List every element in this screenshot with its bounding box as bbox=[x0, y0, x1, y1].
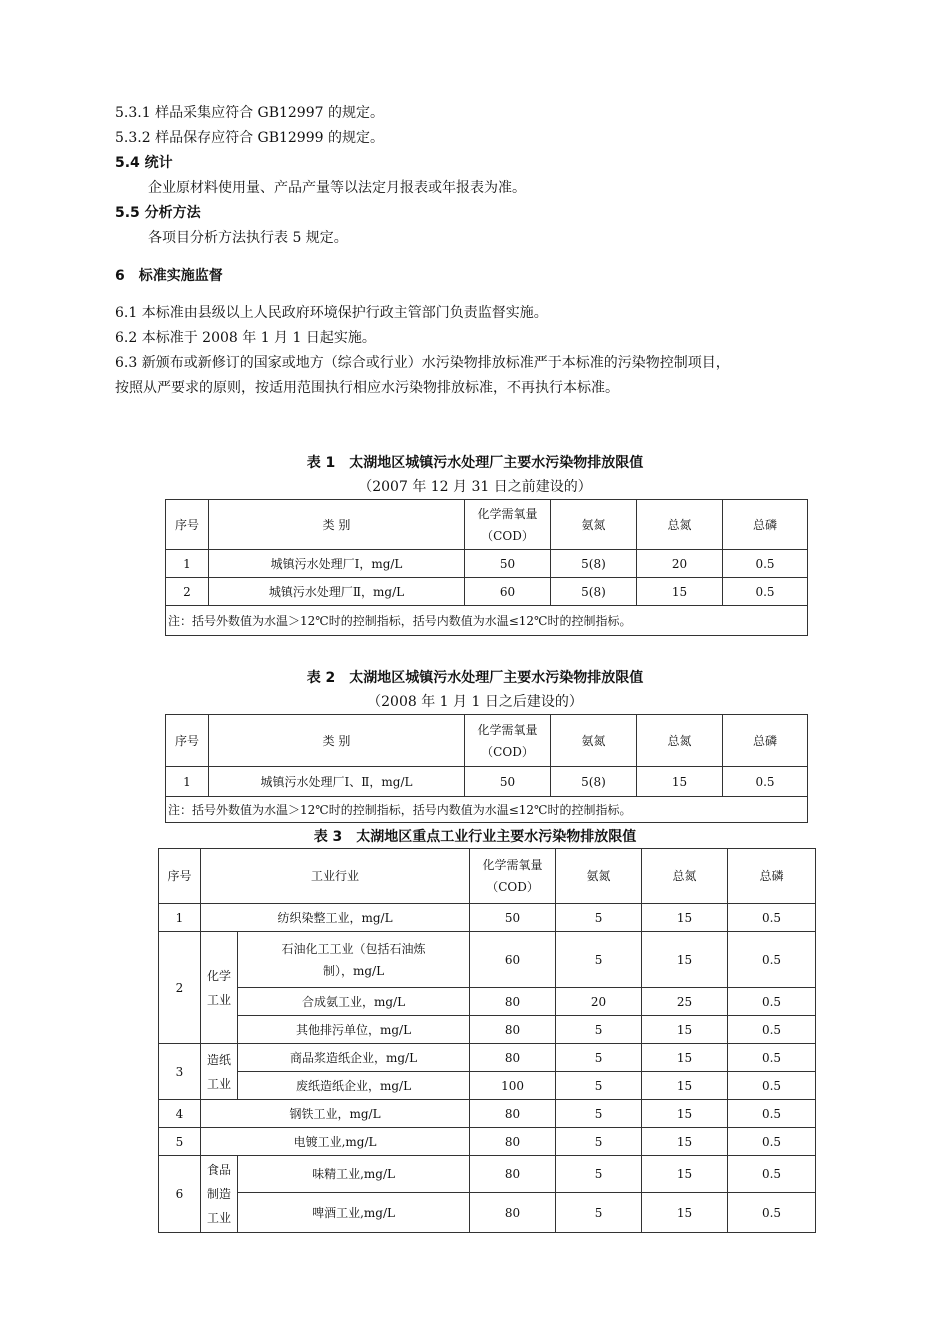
table-row bbox=[159, 1072, 816, 1100]
table-note-row bbox=[166, 797, 808, 823]
cell-tn: 15 bbox=[642, 932, 728, 988]
cell-tp: 0.5 bbox=[728, 1016, 816, 1044]
group-food bbox=[201, 1156, 238, 1233]
cell-tp: 0.5 bbox=[723, 578, 808, 606]
cell-seq: 1 bbox=[166, 550, 209, 578]
header-ammonia: 氨氮 bbox=[556, 849, 642, 904]
header-cod bbox=[465, 500, 551, 550]
cell-tp: 0.5 bbox=[728, 932, 816, 988]
header-category: 类 别 bbox=[209, 715, 465, 767]
cell-name: 城镇污水处理厂Ⅱ，mg/L bbox=[209, 578, 465, 606]
cell-cod: 80 bbox=[470, 1044, 556, 1072]
cell-seq: 1 bbox=[159, 904, 201, 932]
cell-ammonia: 5 bbox=[556, 1193, 642, 1233]
cell-cod: 50 bbox=[470, 904, 556, 932]
clause-6-3-line2: 按照从严要求的原则，按适用范围执行相应水污染物排放标准，不再执行本标准。 bbox=[115, 380, 619, 396]
cell-tn: 15 bbox=[642, 1016, 728, 1044]
table-row bbox=[159, 1044, 816, 1072]
section-heading-5-5: 5.5 分析方法 bbox=[115, 205, 201, 221]
cell-tn: 15 bbox=[642, 1193, 728, 1233]
cell-name: 废纸造纸企业，mg/L bbox=[238, 1072, 470, 1100]
header-cod-line1: 化学需氧量 bbox=[482, 858, 543, 872]
table1-title: 表 1 太湖地区城镇污水处理厂主要水污染物排放限值 bbox=[306, 455, 644, 471]
cell-name: 合成氨工业，mg/L bbox=[238, 988, 470, 1016]
table-row bbox=[166, 550, 808, 578]
table2-note: 注：括号外数值为水温＞12℃时的控制指标，括号内数值为水温≤12℃时的控制指标。 bbox=[166, 797, 808, 823]
header-seq: 序号 bbox=[166, 715, 209, 767]
table1-subtitle: （2007 年 12 月 31 日之前建设的） bbox=[358, 479, 592, 495]
cell-tp: 0.5 bbox=[728, 1193, 816, 1233]
header-tp: 总磷 bbox=[728, 849, 816, 904]
cell-name: 商品浆造纸企业，mg/L bbox=[238, 1044, 470, 1072]
cell-ammonia: 5 bbox=[556, 1072, 642, 1100]
cell-name: 城镇污水处理厂Ⅰ，mg/L bbox=[209, 550, 465, 578]
cell-tp: 0.5 bbox=[728, 988, 816, 1016]
cell-seq: 2 bbox=[166, 578, 209, 606]
group-paper bbox=[201, 1044, 238, 1100]
section-heading-5-4: 5.4 统计 bbox=[115, 155, 173, 171]
clause-6-3-line1: 6.3 新颁布或新修订的国家或地方（综合或行业）水污染物排放标准严于本标准的污染物控制项目， bbox=[115, 355, 730, 371]
header-seq: 序号 bbox=[166, 500, 209, 550]
cell-ammonia: 5 bbox=[556, 1016, 642, 1044]
table-row bbox=[159, 1016, 816, 1044]
table-row bbox=[166, 767, 808, 797]
cell-seq: 2 bbox=[159, 932, 201, 1044]
header-cod-line2: （COD） bbox=[486, 880, 539, 894]
table1 bbox=[165, 499, 808, 636]
cell-name: 其他排污单位，mg/L bbox=[238, 1016, 470, 1044]
section-5-4-body: 企业原材料使用量、产品产量等以法定月报表或年报表为准。 bbox=[148, 180, 526, 196]
header-tp: 总磷 bbox=[723, 500, 808, 550]
cell-name: 电镀工业,mg/L bbox=[201, 1128, 470, 1156]
header-seq: 序号 bbox=[159, 849, 201, 904]
cell-cod: 80 bbox=[470, 1016, 556, 1044]
cell-tn: 20 bbox=[637, 550, 723, 578]
cell-ammonia: 20 bbox=[556, 988, 642, 1016]
header-cod-line2: （COD） bbox=[481, 528, 534, 543]
cell-name: 纺织染整工业，mg/L bbox=[201, 904, 470, 932]
cell-tn: 15 bbox=[642, 1128, 728, 1156]
group-chemical-line2: 工业 bbox=[206, 992, 231, 1007]
header-cod bbox=[470, 849, 556, 904]
table-row bbox=[159, 988, 816, 1016]
table-row bbox=[166, 578, 808, 606]
table3 bbox=[158, 848, 816, 1233]
cell-cod: 50 bbox=[465, 767, 551, 797]
table-row bbox=[159, 904, 816, 932]
cell-ammonia: 5 bbox=[556, 1156, 642, 1193]
header-tn: 总氮 bbox=[637, 500, 723, 550]
cell-tn: 15 bbox=[642, 1044, 728, 1072]
clause-5-3-2: 5.3.2 样品保存应符合 GB12999 的规定。 bbox=[115, 130, 384, 146]
header-tn: 总氮 bbox=[642, 849, 728, 904]
cell-tp: 0.5 bbox=[728, 1128, 816, 1156]
table-row bbox=[159, 1128, 816, 1156]
section-heading-6: 6 标准实施监督 bbox=[115, 268, 223, 284]
table-header-row bbox=[159, 849, 816, 904]
cell-cod: 80 bbox=[470, 1156, 556, 1193]
cell-seq: 1 bbox=[166, 767, 209, 797]
header-cod-line1: 化学需氧量 bbox=[477, 506, 538, 521]
cell-name bbox=[238, 932, 470, 988]
cell-tn: 15 bbox=[642, 904, 728, 932]
header-category: 类 别 bbox=[209, 500, 465, 550]
cell-seq: 3 bbox=[159, 1044, 201, 1100]
cell-tp: 0.5 bbox=[728, 1072, 816, 1100]
header-tp: 总磷 bbox=[723, 715, 808, 767]
group-paper-line1: 造纸 bbox=[206, 1052, 231, 1067]
table2 bbox=[165, 714, 808, 823]
table-note-row bbox=[166, 606, 808, 636]
cell-tn: 15 bbox=[637, 578, 723, 606]
cell-name-line1: 石油化工工业（包括石油炼 bbox=[281, 941, 426, 956]
table2-title: 表 2 太湖地区城镇污水处理厂主要水污染物排放限值 bbox=[306, 670, 644, 686]
cell-tp: 0.5 bbox=[728, 1100, 816, 1128]
group-food-line3: 工业 bbox=[206, 1211, 231, 1225]
group-chemical-line1: 化学 bbox=[206, 968, 231, 983]
cell-tn: 15 bbox=[637, 767, 723, 797]
group-chemical bbox=[201, 932, 238, 1044]
header-cod-line2: （COD） bbox=[481, 744, 534, 759]
header-cod-line1: 化学需氧量 bbox=[477, 722, 538, 737]
group-paper-line2: 工业 bbox=[206, 1076, 231, 1091]
cell-cod: 80 bbox=[470, 1193, 556, 1233]
table1-note: 注：括号外数值为水温＞12℃时的控制指标，括号内数值为水温≤12℃时的控制指标。 bbox=[166, 606, 808, 636]
cell-seq: 4 bbox=[159, 1100, 201, 1128]
cell-tn: 15 bbox=[642, 1156, 728, 1193]
cell-name: 钢铁工业，mg/L bbox=[201, 1100, 470, 1128]
cell-ammonia: 5 bbox=[556, 1044, 642, 1072]
table-header-row bbox=[166, 500, 808, 550]
header-tn: 总氮 bbox=[637, 715, 723, 767]
clause-5-3-1: 5.3.1 样品采集应符合 GB12997 的规定。 bbox=[115, 105, 384, 121]
cell-ammonia: 5(8) bbox=[551, 767, 637, 797]
cell-seq: 5 bbox=[159, 1128, 201, 1156]
header-ammonia: 氨氮 bbox=[551, 500, 637, 550]
cell-name: 城镇污水处理厂Ⅰ、Ⅱ，mg/L bbox=[209, 767, 465, 797]
cell-ammonia: 5(8) bbox=[551, 578, 637, 606]
cell-ammonia: 5(8) bbox=[551, 550, 637, 578]
cell-cod: 100 bbox=[470, 1072, 556, 1100]
cell-cod: 60 bbox=[465, 578, 551, 606]
cell-tp: 0.5 bbox=[728, 1044, 816, 1072]
table3-title: 表 3 太湖地区重点工业行业主要水污染物排放限值 bbox=[313, 829, 637, 845]
table-row bbox=[159, 1156, 816, 1193]
cell-tp: 0.5 bbox=[728, 904, 816, 932]
cell-name: 啤酒工业,mg/L bbox=[238, 1193, 470, 1233]
cell-ammonia: 5 bbox=[556, 1128, 642, 1156]
group-food-line2: 制造 bbox=[206, 1187, 231, 1201]
cell-seq: 6 bbox=[159, 1156, 201, 1233]
table-header-row bbox=[166, 715, 808, 767]
cell-cod: 80 bbox=[470, 1100, 556, 1128]
cell-tn: 15 bbox=[642, 1100, 728, 1128]
clause-6-2: 6.2 本标准于 2008 年 1 月 1 日起实施。 bbox=[115, 330, 376, 346]
cell-ammonia: 5 bbox=[556, 1100, 642, 1128]
cell-ammonia: 5 bbox=[556, 904, 642, 932]
header-cod bbox=[465, 715, 551, 767]
cell-tp: 0.5 bbox=[728, 1156, 816, 1193]
table-row bbox=[159, 932, 816, 988]
cell-name: 味精工业,mg/L bbox=[238, 1156, 470, 1193]
header-ammonia: 氨氮 bbox=[551, 715, 637, 767]
cell-tp: 0.5 bbox=[723, 767, 808, 797]
section-5-5-body: 各项目分析方法执行表 5 规定。 bbox=[148, 230, 348, 246]
cell-cod: 60 bbox=[470, 932, 556, 988]
cell-name-line2: 制），mg/L bbox=[322, 963, 385, 978]
table2-subtitle: （2008 年 1 月 1 日之后建设的） bbox=[367, 694, 583, 710]
cell-cod: 50 bbox=[465, 550, 551, 578]
clause-6-1: 6.1 本标准由县级以上人民政府环境保护行政主管部门负责监督实施。 bbox=[115, 305, 548, 321]
cell-tn: 25 bbox=[642, 988, 728, 1016]
cell-tp: 0.5 bbox=[723, 550, 808, 578]
table-row bbox=[159, 1100, 816, 1128]
cell-ammonia: 5 bbox=[556, 932, 642, 988]
group-food-line1: 食品 bbox=[206, 1163, 231, 1177]
table-row bbox=[159, 1193, 816, 1233]
header-industry: 工业行业 bbox=[201, 849, 470, 904]
cell-tn: 15 bbox=[642, 1072, 728, 1100]
cell-cod: 80 bbox=[470, 988, 556, 1016]
cell-cod: 80 bbox=[470, 1128, 556, 1156]
